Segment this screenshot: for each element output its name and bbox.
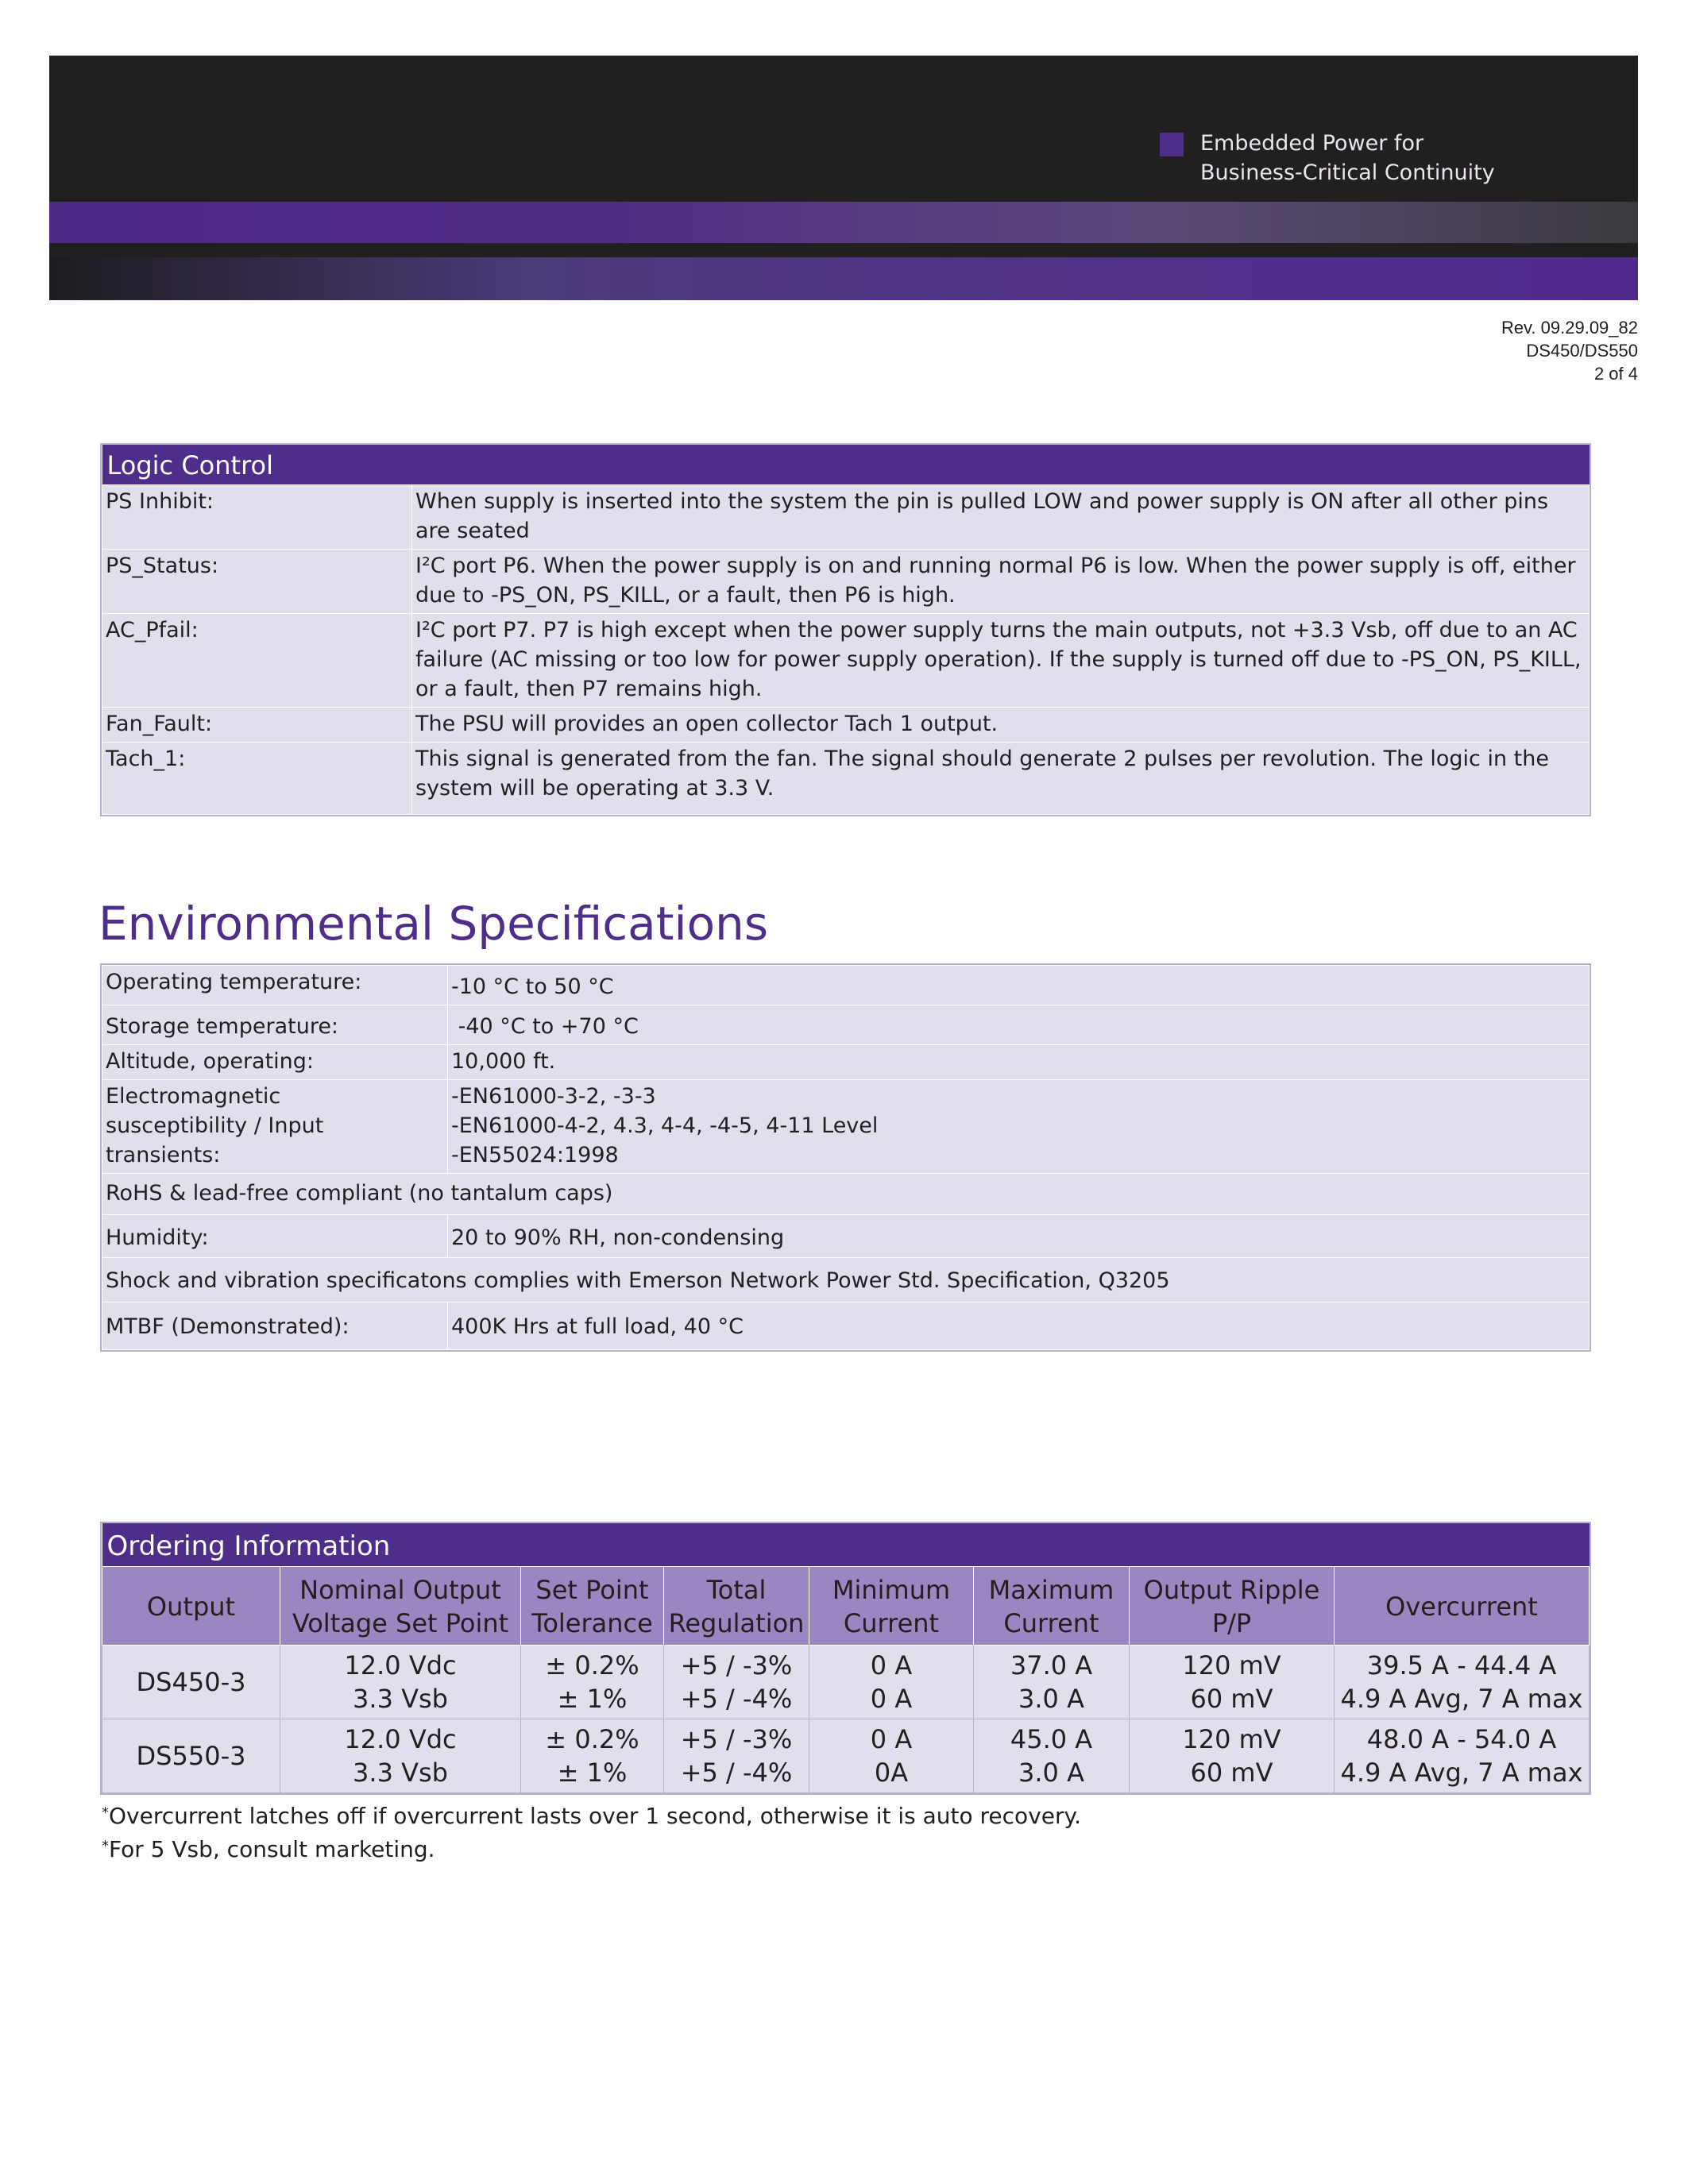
regulation-cell bbox=[664, 1719, 809, 1793]
row-value: -40 °C to +70 °C bbox=[448, 1005, 1590, 1045]
ripple-cell bbox=[1130, 1719, 1335, 1793]
footnote-text: Overcurrent latches off if overcurrent lasts over 1 second, otherwise it is auto recovery. bbox=[109, 1803, 1081, 1829]
row-value: I²C port P6. When the power supply is on and running normal P6 is low. When the power supply is off, either due to -PS_ON, PS_KILL, or a fault, then P6 is high. bbox=[412, 550, 1590, 614]
voltage-cell bbox=[280, 1719, 521, 1793]
logic-control-title: Logic Control bbox=[102, 445, 1590, 485]
tolerance-cell bbox=[521, 1646, 664, 1719]
col-max-current bbox=[974, 1567, 1130, 1646]
banner-stripe-lower bbox=[49, 257, 1638, 300]
row-value: I²C port P7. P7 is high except when the power supply turns the main outputs, not +3.3 Vsb, off due to an AC failure (AC missing or too low for power supply operation). If the supply is turned off due to -PS_ON, PS_KILL, or a fault, then P7 remains high. bbox=[412, 614, 1590, 708]
overcurrent-cell bbox=[1335, 1719, 1590, 1793]
cell-value: 3.3 Vsb bbox=[353, 1758, 448, 1788]
banner-stripe-upper bbox=[49, 202, 1638, 243]
environmental-title: Environmental Specifications bbox=[98, 897, 769, 951]
cell-value: 60 mV bbox=[1190, 1684, 1273, 1714]
tagline-line-2: Business-Critical Continuity bbox=[1200, 160, 1495, 185]
cell-value: 0 A bbox=[870, 1650, 913, 1680]
emc-value-line-2: -EN61000-4-2, 4.3, 4-4, -4-5, 4-11 Level bbox=[451, 1113, 879, 1138]
tolerance-cell bbox=[521, 1719, 664, 1793]
table-row bbox=[102, 485, 1590, 550]
col-voltage bbox=[280, 1567, 521, 1646]
max-current-cell bbox=[974, 1646, 1130, 1719]
output-model: DS550-3 bbox=[102, 1719, 280, 1793]
cell-value: 48.0 A - 54.0 A bbox=[1366, 1724, 1557, 1754]
col-ripple bbox=[1130, 1567, 1335, 1646]
table-row bbox=[102, 1258, 1590, 1302]
table-row bbox=[102, 614, 1590, 708]
row-label: PS_Status: bbox=[102, 550, 412, 614]
cell-value: +5 / -4% bbox=[680, 1684, 793, 1714]
cell-value: 4.9 A Avg, 7 A max bbox=[1340, 1758, 1583, 1788]
ordering-notes bbox=[102, 1798, 1081, 1865]
header-banner bbox=[49, 56, 1638, 300]
col-label: Tolerance bbox=[531, 1608, 653, 1638]
tagline-line-1: Embedded Power for bbox=[1200, 131, 1424, 156]
logic-control-table bbox=[102, 445, 1590, 815]
cell-value: 37.0 A bbox=[1010, 1650, 1093, 1680]
row-value: This signal is generated from the fan. The signal should generate 2 pulses per revolution. The logic in the system will be operating at 3.3 V. bbox=[412, 743, 1590, 815]
cell-value: +5 / -3% bbox=[680, 1724, 793, 1754]
emc-value-line-1: -EN61000-3-2, -3-3 bbox=[451, 1084, 656, 1109]
col-label: Output Ripple bbox=[1143, 1575, 1320, 1605]
regulation-cell bbox=[664, 1646, 809, 1719]
col-label: Overcurrent bbox=[1385, 1592, 1538, 1622]
ripple-cell bbox=[1130, 1646, 1335, 1719]
voltage-cell bbox=[280, 1646, 521, 1719]
row-label: Fan_Fault: bbox=[102, 708, 412, 743]
cell-value: 0 A bbox=[870, 1724, 913, 1754]
emc-label-line-1: Electromagnetic bbox=[106, 1084, 281, 1109]
col-label: P/P bbox=[1211, 1608, 1252, 1638]
cell-value: 3.0 A bbox=[1018, 1758, 1084, 1788]
ordering-table bbox=[102, 1523, 1590, 1793]
col-label: Regulation bbox=[668, 1608, 805, 1638]
col-regulation bbox=[664, 1567, 809, 1646]
col-label: Output bbox=[146, 1592, 236, 1622]
col-output bbox=[102, 1567, 280, 1646]
row-value: The PSU will provides an open collector Tach 1 output. bbox=[412, 708, 1590, 743]
row-label: MTBF (Demonstrated): bbox=[102, 1302, 448, 1350]
footnote-marker: * bbox=[102, 1838, 109, 1854]
cell-value: 3.3 Vsb bbox=[353, 1684, 448, 1714]
col-overcurrent bbox=[1335, 1567, 1590, 1646]
environmental-table bbox=[102, 965, 1590, 1350]
table-row bbox=[102, 1005, 1590, 1045]
table-row bbox=[102, 708, 1590, 743]
rohs-statement: RoHS & lead-free compliant (no tantalum caps) bbox=[102, 1174, 1590, 1215]
row-value: When supply is inserted into the system the pin is pulled LOW and power supply is ON after all other pins are seated bbox=[412, 485, 1590, 550]
overcurrent-cell bbox=[1335, 1646, 1590, 1719]
table-row bbox=[102, 1719, 1590, 1793]
row-label: PS Inhibit: bbox=[102, 485, 412, 550]
row-label: AC_Pfail: bbox=[102, 614, 412, 708]
row-value bbox=[448, 1080, 1590, 1174]
tagline-square-icon bbox=[1160, 133, 1184, 156]
shock-statement: Shock and vibration specificatons complies with Emerson Network Power Std. Specification, Q3205 bbox=[102, 1258, 1590, 1302]
row-label: Humidity: bbox=[102, 1215, 448, 1258]
tagline bbox=[1200, 129, 1495, 187]
col-tolerance bbox=[521, 1567, 664, 1646]
row-value: 20 to 90% RH, non-condensing bbox=[448, 1215, 1590, 1258]
revision-number: Rev. 09.29.09_82 bbox=[1501, 318, 1638, 338]
col-min-current bbox=[809, 1567, 974, 1646]
min-current-cell bbox=[809, 1719, 974, 1793]
cell-value: +5 / -3% bbox=[680, 1650, 793, 1680]
table-row bbox=[102, 1302, 1590, 1350]
col-label: Current bbox=[843, 1608, 940, 1638]
table-row bbox=[102, 1174, 1590, 1215]
ordering-title: Ordering Information bbox=[102, 1523, 1590, 1567]
cell-value: 120 mV bbox=[1182, 1724, 1281, 1754]
emc-label-line-2: susceptibility / Input transients: bbox=[106, 1113, 324, 1167]
cell-value: 0A bbox=[874, 1758, 909, 1788]
cell-value: 4.9 A Avg, 7 A max bbox=[1340, 1684, 1583, 1714]
col-label: Current bbox=[1003, 1608, 1099, 1638]
cell-value: 45.0 A bbox=[1010, 1724, 1093, 1754]
col-label: Voltage Set Point bbox=[292, 1608, 509, 1638]
row-value: 10,000 ft. bbox=[448, 1045, 1590, 1080]
row-value: 400K Hrs at full load, 40 °C bbox=[448, 1302, 1590, 1350]
col-label: Minimum bbox=[832, 1575, 951, 1605]
footnote-marker: * bbox=[102, 1804, 109, 1821]
min-current-cell bbox=[809, 1646, 974, 1719]
cell-value: ± 0.2% bbox=[545, 1650, 639, 1680]
revision-block bbox=[1501, 316, 1638, 385]
row-label bbox=[102, 1080, 448, 1174]
cell-value: ± 1% bbox=[557, 1684, 628, 1714]
table-row bbox=[102, 743, 1590, 815]
col-label: Nominal Output bbox=[299, 1575, 501, 1605]
cell-value: 3.0 A bbox=[1018, 1684, 1084, 1714]
table-row bbox=[102, 1215, 1590, 1258]
output-model: DS450-3 bbox=[102, 1646, 280, 1719]
row-value: -10 °C to 50 °C bbox=[448, 966, 1590, 1005]
cell-value: +5 / -4% bbox=[680, 1758, 793, 1788]
table-row bbox=[102, 1646, 1590, 1719]
footnote bbox=[102, 1798, 1081, 1831]
cell-value: ± 1% bbox=[557, 1758, 628, 1788]
col-label: Total bbox=[706, 1575, 767, 1605]
cell-value: 39.5 A - 44.4 A bbox=[1366, 1650, 1557, 1680]
cell-value: 0 A bbox=[870, 1684, 913, 1714]
cell-value: 120 mV bbox=[1182, 1650, 1281, 1680]
table-row bbox=[102, 1045, 1590, 1080]
emc-value-line-3: -EN55024:1998 bbox=[451, 1143, 619, 1167]
model-number: DS450/DS550 bbox=[1526, 341, 1638, 361]
table-row bbox=[102, 1080, 1590, 1174]
table-row bbox=[102, 550, 1590, 614]
page-number: 2 of 4 bbox=[1593, 364, 1638, 384]
row-label: Altitude, operating: bbox=[102, 1045, 448, 1080]
table-row bbox=[102, 966, 1590, 1005]
column-headers bbox=[102, 1567, 1590, 1646]
col-label: Set Point bbox=[535, 1575, 649, 1605]
row-label: Operating temperature: bbox=[102, 966, 448, 1005]
footnote-text: For 5 Vsb, consult marketing. bbox=[109, 1836, 435, 1862]
max-current-cell bbox=[974, 1719, 1130, 1793]
cell-value: 60 mV bbox=[1190, 1758, 1273, 1788]
col-label: Maximum bbox=[988, 1575, 1114, 1605]
cell-value: ± 0.2% bbox=[545, 1724, 639, 1754]
row-label: Storage temperature: bbox=[102, 1005, 448, 1045]
cell-value: 12.0 Vdc bbox=[344, 1724, 457, 1754]
cell-value: 12.0 Vdc bbox=[344, 1650, 457, 1680]
footnote bbox=[102, 1831, 1081, 1865]
row-label: Tach_1: bbox=[102, 743, 412, 815]
